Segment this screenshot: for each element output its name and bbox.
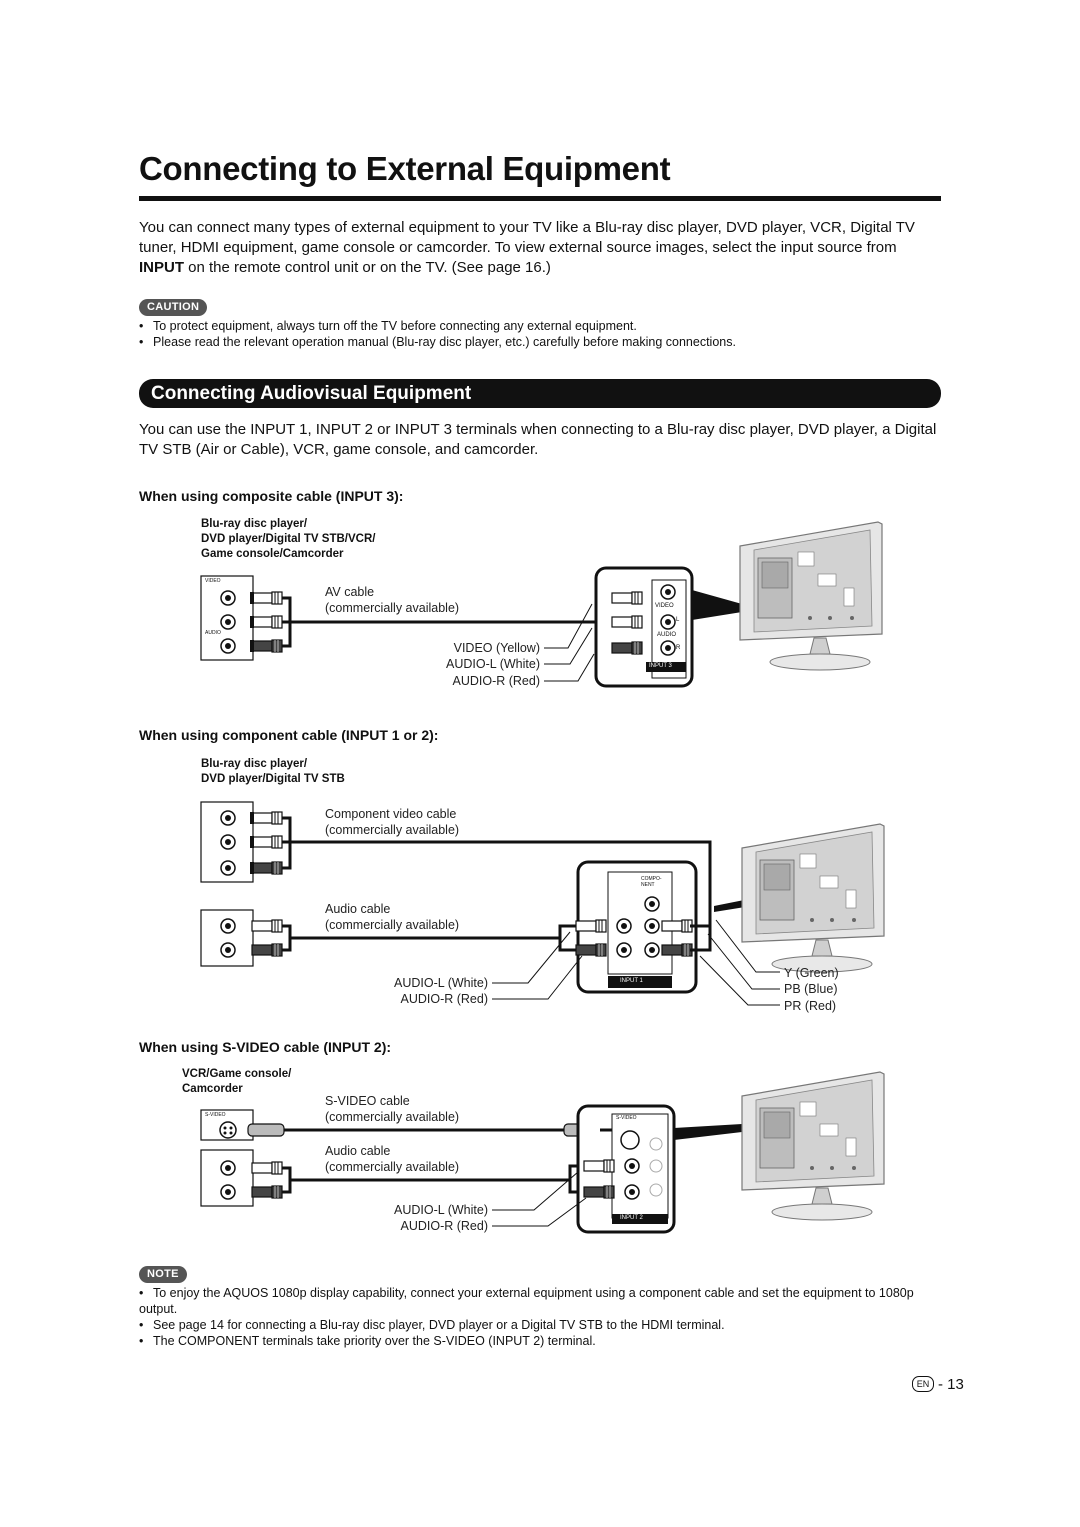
audio-l-white-label: AUDIO-L (White)	[394, 1203, 488, 1217]
panel-svideo-label: S-VIDEO	[616, 1115, 637, 1121]
page-number: EN - 13	[912, 1376, 964, 1393]
intro-paragraph: You can connect many types of external equipment to your TV like a Blu-ray disc player, DVD player, VCR, Digital TV tuner, HDMI equipment, game console or camcorder. To view external source images, select the input source from INPUT on the remote control unit or on the TV. (See page 16.)	[139, 219, 915, 276]
component-cable-note: (commercially available)	[325, 823, 460, 837]
compo-nent-label: COMPO-NENT	[641, 876, 662, 888]
jack-r-label: R	[676, 645, 681, 651]
svideo-cable-note: (commercially available)	[325, 1110, 460, 1124]
audio-cable-note: (commercially available)	[325, 918, 460, 932]
composite-heading: When using composite cable (INPUT 3):	[139, 488, 404, 504]
input2-label: INPUT 2	[620, 1215, 643, 1221]
caution-item: • To protect equipment, always turn off the TV before connecting any external equipment.	[139, 319, 637, 333]
device-audio-label: AUDIO	[205, 630, 221, 636]
section-title: Connecting Audiovisual Equipment	[151, 383, 472, 404]
audio-cable-label: Audio cable	[325, 1144, 391, 1158]
audio-cable-note: (commercially available)	[325, 1160, 460, 1174]
component-cable-label: Component video cable	[325, 807, 457, 821]
note-item: • The COMPONENT terminals take priority over the S-VIDEO (INPUT 2) terminal.	[139, 1334, 596, 1348]
jack-audio-label: AUDIO	[657, 632, 677, 638]
input1-label: INPUT 1	[620, 978, 643, 984]
page-title: Connecting to External Equipment	[139, 150, 671, 187]
audio-r-red-label: AUDIO-R (Red)	[452, 674, 540, 688]
svideo-diagram	[201, 1072, 884, 1232]
section-intro: You can use the INPUT 1, INPUT 2 or INPUT 3 terminals when connecting to a Blu-ray disc player, DVD player, a Digital TV STB (Air or Cable), VCR, game console, and camcorder.	[139, 421, 937, 458]
note-tag: NOTE	[139, 1266, 187, 1283]
component-diagram	[201, 802, 884, 1005]
audio-cable-label: Audio cable	[325, 902, 391, 916]
audio-l-white-label: AUDIO-L (White)	[446, 657, 540, 671]
y-green-label: Y (Green)	[784, 966, 839, 980]
audio-l-white-label: AUDIO-L (White)	[394, 976, 488, 990]
video-yellow-label: VIDEO (Yellow)	[453, 641, 540, 655]
svideo-device-label: VCR/Game console/ Camcorder	[182, 1068, 292, 1095]
audio-r-red-label: AUDIO-R (Red)	[400, 992, 488, 1006]
av-cable-note: (commercially available)	[325, 601, 460, 615]
language-badge: EN	[912, 1376, 934, 1392]
component-heading: When using component cable (INPUT 1 or 2):	[139, 727, 439, 743]
component-device-label: Blu-ray disc player/ DVD player/Digital TV STB	[201, 758, 345, 785]
jack-l-label: L	[676, 617, 680, 623]
input3-label: INPUT 3	[649, 663, 672, 669]
pb-blue-label: PB (Blue)	[784, 982, 838, 996]
pr-red-label: PR (Red)	[784, 999, 837, 1013]
device-svideo-label: S-VIDEO	[205, 1112, 226, 1118]
caution-tag: CAUTION	[139, 299, 207, 316]
caution-item: • Please read the relevant operation manual (Blu-ray disc player, etc.) carefully before making connections.	[139, 335, 736, 349]
note-item: • See page 14 for connecting a Blu-ray disc player, DVD player or a Digital TV STB to the HDMI terminal.	[139, 1318, 725, 1332]
composite-device-label: Blu-ray disc player/ DVD player/Digital TV STB/VCR/ Game console/Camcorder	[201, 518, 376, 560]
note-item: • To enjoy the AQUOS 1080p display capability, connect your external equipment using a component cable and set the equipment to 1080p output.	[139, 1286, 914, 1316]
av-cable-label: AV cable	[325, 585, 375, 599]
device-video-label: VIDEO	[205, 578, 221, 584]
svideo-heading: When using S-VIDEO cable (INPUT 2):	[139, 1039, 392, 1055]
audio-r-red-label: AUDIO-R (Red)	[400, 1219, 488, 1233]
svideo-cable-label: S-VIDEO cable	[325, 1094, 410, 1108]
jack-video-label: VIDEO	[655, 603, 674, 609]
